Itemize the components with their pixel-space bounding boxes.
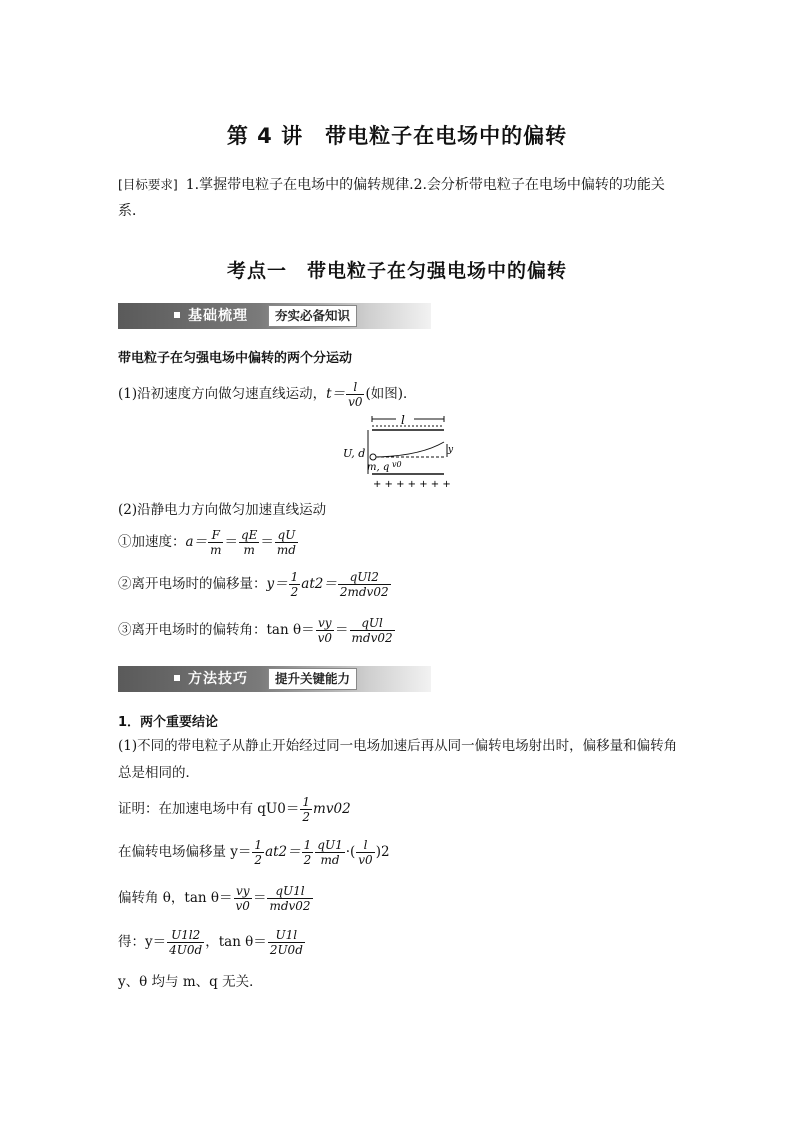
- mq-label: m, q: [367, 462, 390, 473]
- fraction: $\frac{l}{v0}$: [348, 380, 363, 409]
- banner-methods: [118, 664, 431, 694]
- square-icon: [174, 675, 180, 681]
- intro-line: 带电粒子在匀强电场中偏转的两个分运动: [118, 351, 353, 366]
- objectives-tag: [目标要求]: [118, 177, 178, 192]
- square-icon: [174, 312, 180, 318]
- banner-basics-label: 基础梳理: [188, 308, 248, 324]
- banner-methods-label: 方法技巧: [188, 671, 248, 687]
- angle-line: ③离开电场时的偏转角：tan θ＝ $\frac{vy}{v0}$ ＝ $\frac{\text{qUl}}{\text{mdv02}}$: [118, 616, 393, 645]
- deflect-line: 在偏转电场偏移量 y＝ $\frac{1}{2}$ at2＝ $\frac{1}{2}$ $\frac{qU1}{md}$ ·( $\frac{l}{v0}$ )2: [118, 838, 390, 867]
- item1-suffix: (如图)．: [365, 386, 417, 402]
- proof-line: 证明：在加速电场中有 qU0＝ $\frac{1}{2}$ mv02: [118, 795, 351, 824]
- final-line: y、θ 均与 m、q 无关．: [118, 974, 263, 990]
- v0-label: v0: [392, 460, 402, 469]
- page-title: 第 4 讲 带电粒子在电场中的偏转: [226, 124, 568, 148]
- objectives: [118, 172, 678, 224]
- accel-line: ①加速度：a＝ $\frac{F}{m}$ ＝ $\frac{qE}{m}$ ＝ $\frac{qU}{md}$: [118, 528, 296, 557]
- objectives-text: 1.掌握带电粒子在电场中的偏转规律.2.会分析带电粒子在电场中偏转的功能关系．: [118, 177, 665, 219]
- item1-lhs: t＝: [326, 386, 346, 402]
- y-label: y: [448, 445, 454, 455]
- conclusions-title: 1．两个重要结论: [118, 715, 219, 730]
- banner-basics-sub: 夯实必备知识: [268, 305, 357, 327]
- item2-line: (2)沿静电力方向做匀加速直线运动: [118, 502, 327, 518]
- section-title: 考点一 带电粒子在匀强电场中的偏转: [226, 260, 567, 282]
- plus-row: + + + + + + +: [373, 479, 451, 490]
- item1-line: [118, 380, 417, 409]
- capacitor-diagram: [340, 412, 460, 492]
- displacement-line: ②离开电场时的偏移量：y＝ $\frac{1}{2}$ at2＝ $\frac{\text{qUl2}}{\text{2mdv02}}$: [118, 570, 389, 599]
- result-line: 得：y＝ $\frac{U1l2}{4U0d}$ ，tan θ＝ $\frac{U1l}{2U0d}$: [118, 928, 303, 957]
- conclusion1: (1)不同的带电粒子从静止开始经过同一电场加速后再从同一偏转电场射出时，偏移量和偏转角总是相同的．: [118, 738, 678, 781]
- ud-label: U, d: [343, 447, 366, 460]
- item1-text: (1)沿初速度方向做匀速直线运动，: [118, 386, 327, 402]
- banner-basics: [118, 301, 431, 331]
- banner-methods-sub: 提升关键能力: [268, 668, 357, 690]
- angle2-line: 偏转角 θ，tan θ＝ $\frac{vy}{v0}$ ＝ $\frac{qU1l}{\text{mdv02}}$: [118, 884, 311, 913]
- length-label: l: [401, 413, 405, 427]
